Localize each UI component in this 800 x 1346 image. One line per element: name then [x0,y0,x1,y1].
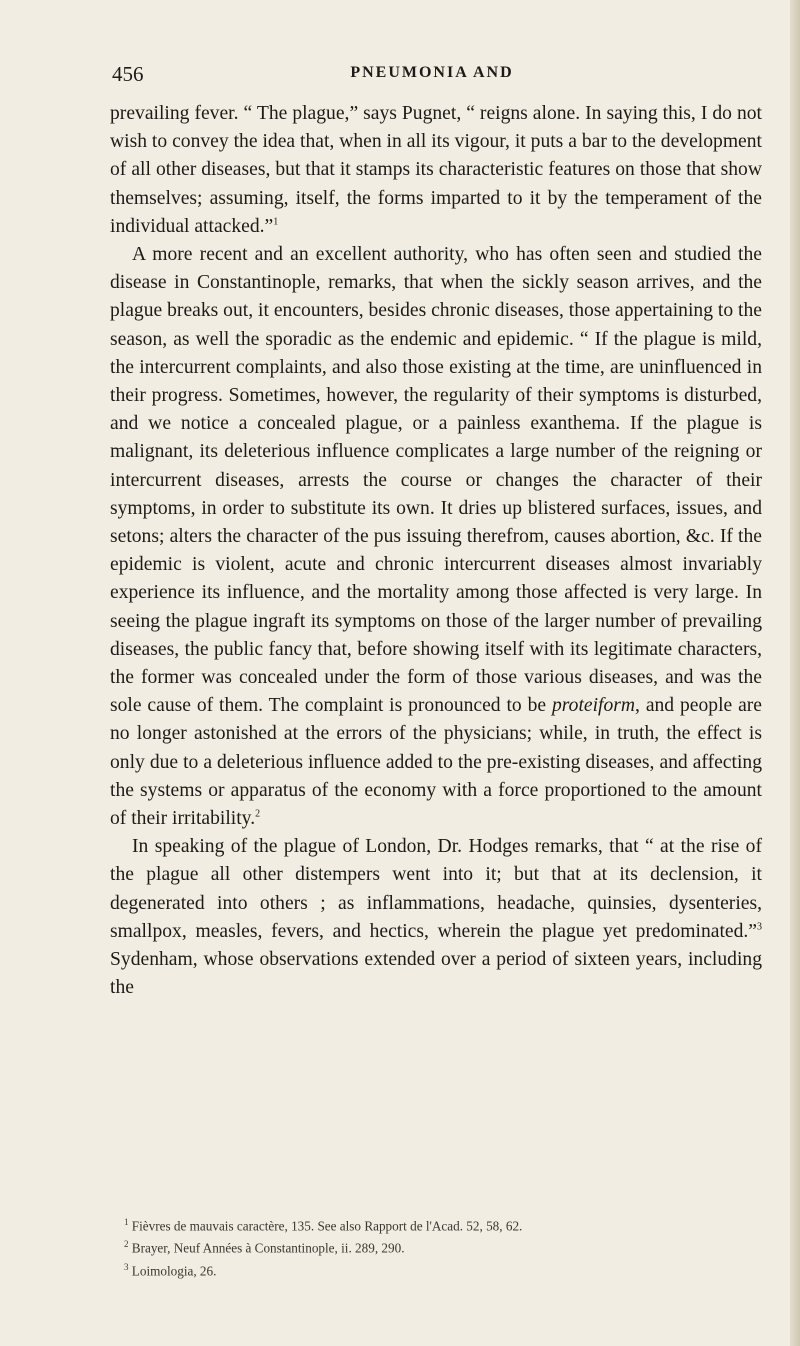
footnote-text: Loimologia, 26. [131,1263,217,1279]
paragraph-text: , and people are no longer astonished at the errors of the physicians; while, in truth, the effect is only due to a deleterious influence added to the pre-existing diseases, and affecting the systems or apparatus of the economy with a force proportioned to the amount of their irritability. [110,695,762,830]
page-number: 456 [112,62,144,86]
page-edge [790,0,800,1346]
footnote-text: Brayer, Neuf Années à Constantinople, ii. 289, 290. [131,1240,405,1256]
running-head: PNEUMONIA AND [350,64,514,81]
paragraph-text: In speaking of the plague of London, Dr. Hodges remarks, that “ at the rise of the plague all other distempers went into it; but that at its declension, it degenerated into others ; as inflammations, headache, quinsies, dysenteries, smallpox, measles, fevers, and hectics, wherein the plague yet predominated.” [110,836,762,942]
paragraph-text: prevailing fever. “ The plague,” says Pugnet, “ reigns alone. In saying this, I do not wish to convey the idea that, when in all its vigour, it puts a bar to the development of all other diseases, but that it stamps its characteristic features on those that show themselves; assuming, itself, the forms imparted to it by the temperament of the individual attacked.” [110,103,762,237]
footnote-2 [112,1235,760,1257]
footnote-3 [112,1258,760,1280]
paragraph-2 [110,241,762,833]
paragraph-text: Sydenham, whose observations extended over a period of sixteen years, including the [110,949,762,999]
paragraph-3 [110,833,762,1002]
page-header [112,62,752,88]
footnote-ref-1: 1 [273,216,279,228]
footnote-ref-2: 2 [255,808,261,820]
paragraph-1 [110,100,762,241]
footnote-1 [112,1213,760,1235]
footnote-mark: 1 [124,1217,129,1227]
footnotes [112,1213,760,1280]
footnote-mark: 2 [124,1239,129,1250]
footnote-mark: 3 [124,1261,129,1272]
body-text [110,100,762,1003]
italic-term: proteiform [551,695,636,717]
footnote-text: Fièvres de mauvais caractère, 135. See also Rapport de l'Acad. 52, 58, 62. [131,1218,523,1234]
footnote-ref-3: 3 [757,921,762,933]
paragraph-text: A more recent and an excellent authority, who has often seen and studied the disease in Constantinople, remarks, that when the sickly season arrives, and the plague breaks out, it encounters, besides chronic diseases, those appertaining to the season, as well the sporadic as the endemic and epidemic. “ If the plague is mild, the intercurrent complaints, and also those existing at the time, are uninfluenced in their progress. Sometimes, however, the regularity of their symptoms is disturbed, and we notice a concealed plague, or a painless exanthema. If the plague is malignant, its deleterious influence complicates a large number of the reigning or intercurrent diseases, arrests the course or changes the character of their symptoms, in order to substitute its own. It dries up blistered surfaces, issues, and setons; alters the character of the pus issuing therefrom, causes abortion, &c. If the epidemic is violent, acute and chronic intercurrent diseases almost invariably experience its influence, and the mortality among those affected is very large. In seeing the plague ingraft its symptoms on those of the larger number of prevailing diseases, the public fancy that, before showing itself with its legitimate characters, the former was concealed under the form of those various diseases, and was the sole cause of them. The complaint is pronounced to be [110,244,762,717]
